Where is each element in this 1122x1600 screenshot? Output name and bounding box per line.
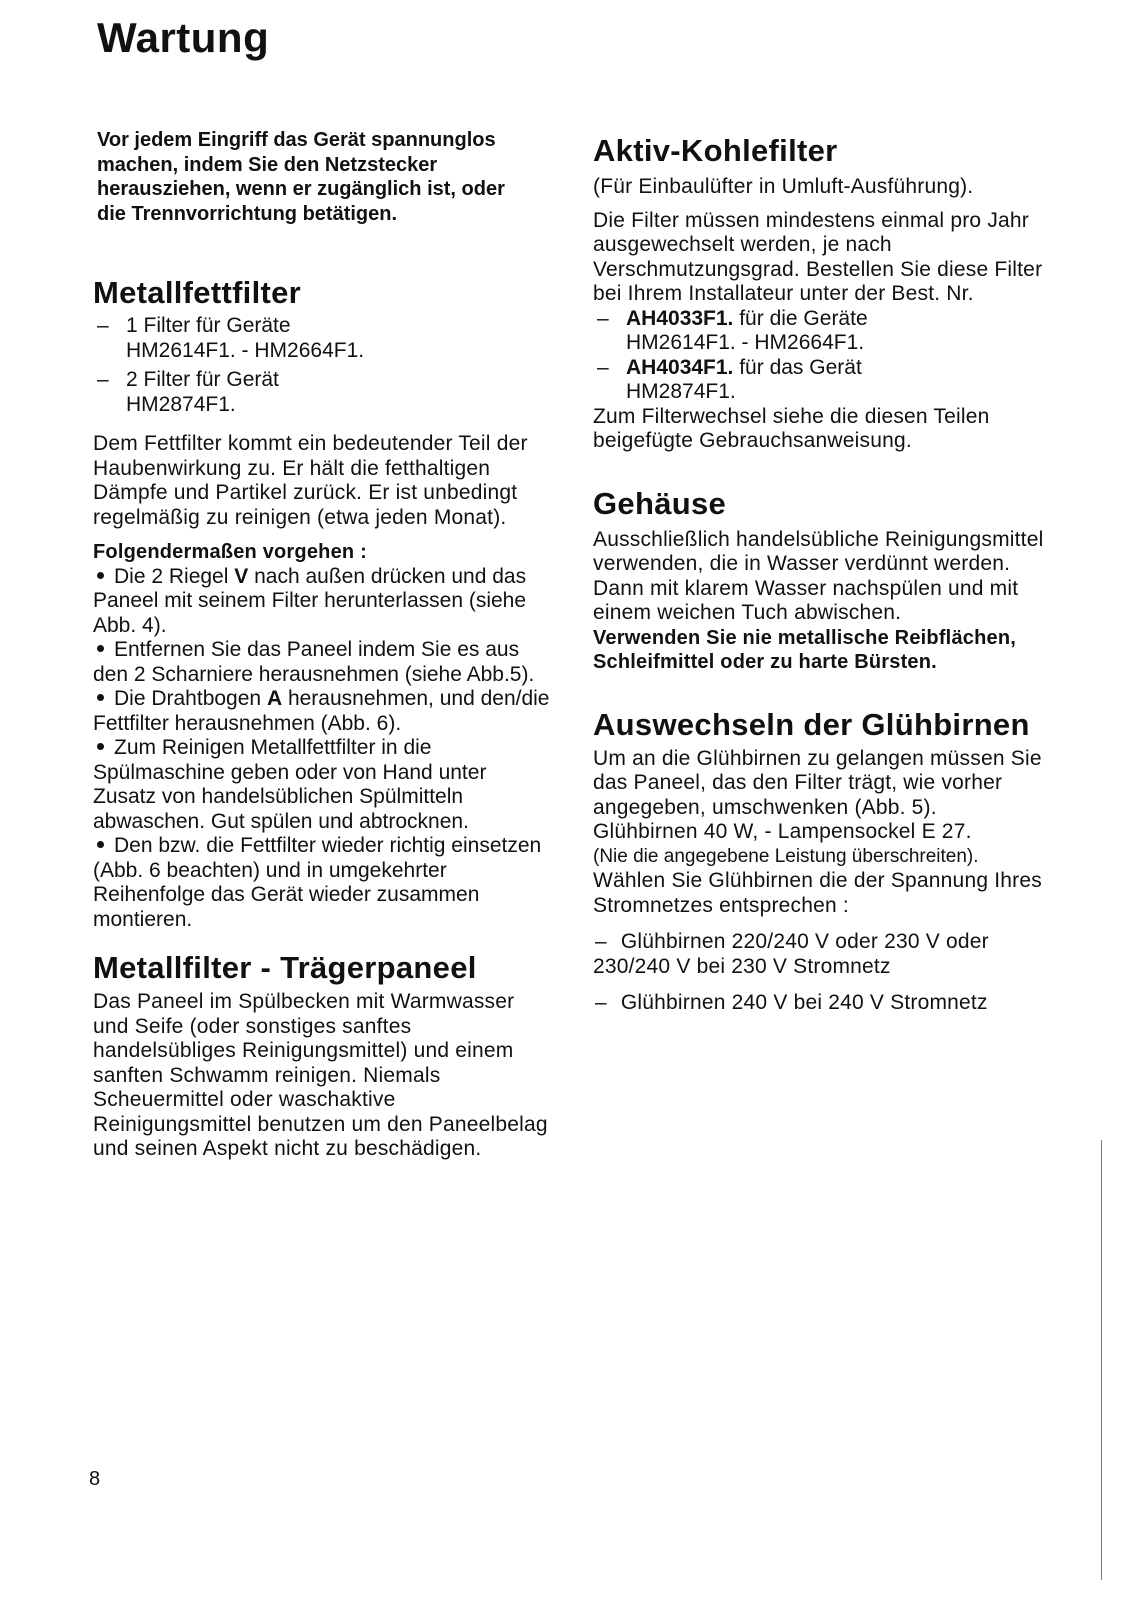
- section-heading-traegerpaneel: Metallfilter - Trägerpaneel: [93, 950, 477, 985]
- list-item-line1: 2 Filter für Gerät: [126, 368, 279, 391]
- step-item: Die 2 Riegel V nach außen drücken und das Paneel mit seinem Filter herunterlassen (siehe Abb. 4).: [93, 564, 527, 637]
- left-column: [93, 128, 555, 1162]
- list-item: [93, 314, 555, 363]
- section-heading-gluehbirnen: Auswechseln der Glühbirnen: [593, 706, 1030, 742]
- voltage-option: – Glühbirnen 220/240 V oder 230 V oder 230/240 V bei 230 V Stromnetz: [593, 930, 989, 978]
- aktivkohle-text: Die Filter müssen mindestens einmal pro Jahr ausgewechselt werden, je nach Verschmutzungsgrad. Bestellen Sie diese Filter bei Ihrem Installateur unter der Best. Nr.: [593, 208, 1043, 305]
- steps-title: Folgendermaßen vorgehen :: [93, 541, 367, 563]
- order-code: AH4034F1.: [626, 355, 734, 379]
- gehaeuse-warning: Verwenden Sie nie metallische Reibflächen, Schleifmittel oder zu harte Bürsten.: [593, 626, 1016, 673]
- bullet-icon: [97, 841, 104, 848]
- section-heading-metallfettfilter: Metallfettfilter: [93, 275, 302, 310]
- page-number: 8: [89, 1468, 101, 1490]
- fettfilter-intro: Dem Fettfilter kommt ein bedeutender Teil der Haubenwirkung zu. Er hält die fetthaltigen Dämpfe und Partikel zurück. Er ist unbedingt regelmäßig zu reinigen (etwa jeden Monat).: [93, 432, 528, 529]
- bullet-icon: [97, 694, 104, 701]
- list-item-line2: HM2614F1. - HM2664F1.: [126, 338, 365, 362]
- safety-warning: Vor jedem Eingriff das Gerät spannunglos machen, indem Sie den Netzstecker herausziehen, wenn er zugänglich ist, oder die Trennvorrichtung betätigen.: [97, 129, 505, 225]
- list-item: – AH4033F1. für die Geräte HM2614F1. - HM2664F1.: [593, 307, 1063, 356]
- gluehbirnen-spec: Glühbirnen 40 W, - Lampensockel E 27.: [593, 820, 972, 843]
- step-item: Entfernen Sie das Paneel indem Sie es aus den 2 Scharniere herausnehmen (siehe Abb.5).: [93, 638, 535, 686]
- list-item-line1: 1 Filter für Geräte: [126, 314, 291, 337]
- scan-edge-divider: [1101, 1140, 1102, 1580]
- page-title: Wartung: [97, 14, 270, 61]
- order-code: AH4033F1.: [626, 306, 734, 330]
- aktivkohle-footer: Zum Filterwechsel siehe die diesen Teilen beigefügte Gebrauchsanweisung.: [593, 404, 990, 452]
- list-item-line2: HM2874F1.: [126, 392, 236, 416]
- section-heading-aktivkohlefilter: Aktiv-Kohlefilter: [593, 133, 838, 168]
- step-item: Die Drahtbogen A herausnehmen, und den/die Fettfilter herausnehmen (Abb. 6).: [93, 687, 550, 735]
- voltage-option: – Glühbirnen 240 V bei 240 V Stromnetz: [595, 991, 988, 1014]
- section-heading-gehaeuse: Gehäuse: [593, 485, 727, 521]
- steps-list: [93, 565, 555, 933]
- bullet-icon: [97, 743, 104, 750]
- traegerpaneel-text: Das Paneel im Spülbecken mit Warmwasser und Seife (oder sonstiges sanftes handelsübliges Reinigungsmittel) und einem sanften Schwamm reinigen. Niemals Scheuermittel oder waschaktive Reinigungsmittel benutzen um den Paneelbelag und seinen Aspekt nicht zu beschädigen.: [93, 990, 548, 1160]
- gluehbirnen-choose: Wählen Sie Glühbirnen die der Spannung Ihres Stromnetzes entsprechen :: [593, 869, 1042, 917]
- right-column: [593, 128, 1063, 1016]
- step-item: Zum Reinigen Metallfettfilter in die Spülmaschine geben oder von Hand unter Zusatz von handelsüblichen Spülmitteln abwaschen. Gut spülen und abtrocknen.: [93, 736, 487, 833]
- list-item: – AH4034F1. für das Gerät HM2874F1.: [593, 356, 1063, 405]
- list-item: [93, 368, 555, 417]
- aktivkohle-note: (Für Einbaulüfter in Umluft-Ausführung).: [593, 175, 974, 198]
- bullet-icon: [97, 645, 104, 652]
- bullet-icon: [97, 572, 104, 579]
- gehaeuse-text: Ausschließlich handelsübliche Reinigungsmittel verwenden, die in Wasser verdünnt werden. Dann mit klarem Wasser nachspülen und mit einem weichen Tuch abwischen.: [593, 527, 1044, 624]
- gluehbirnen-text: Um an die Glühbirnen zu gelangen müssen Sie das Paneel, das den Filter trägt, wie vorher angegeben, umschwenken (Abb. 5).: [593, 746, 1042, 819]
- filter-count-list: [93, 314, 555, 417]
- gluehbirnen-caution: (Nie die angegebene Leistung überschreiten).: [593, 845, 979, 867]
- filter-order-list: [593, 307, 1063, 405]
- step-item: Den bzw. die Fettfilter wieder richtig einsetzen (Abb. 6 beachten) und in umgekehrter Reihenfolge das Gerät wieder zusammen montieren.: [93, 834, 542, 931]
